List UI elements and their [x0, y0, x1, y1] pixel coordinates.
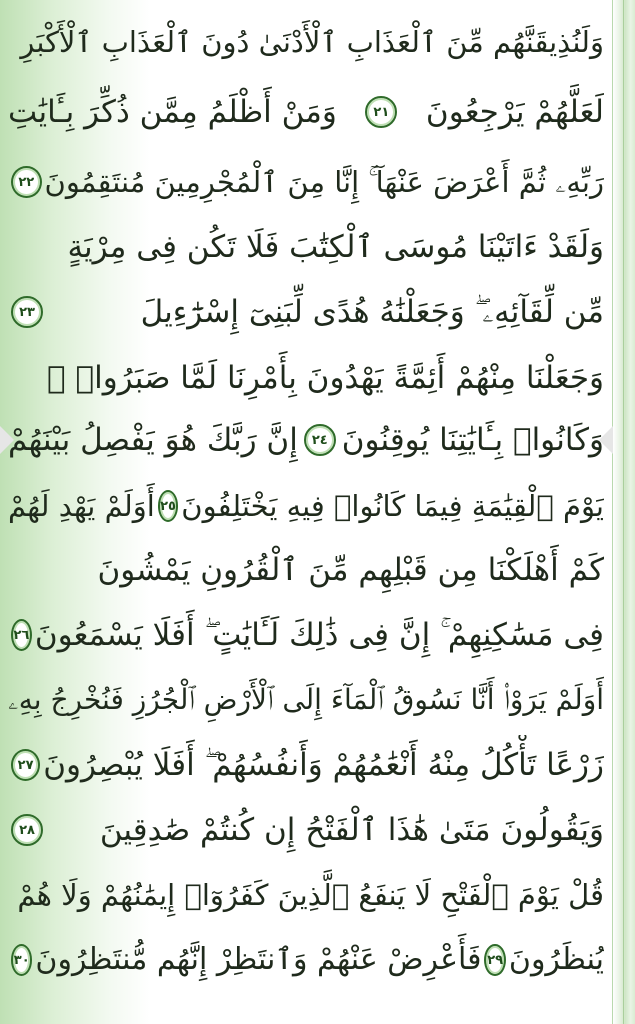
- verse-text: كَمْ أَهْلَكْنَا مِن قَبْلِهِم مِّنَ ٱلْقُرُونِ يَمْشُونَ: [97, 552, 604, 588]
- verse-text: إِنَّ رَبَّكَ هُوَ يَفْصِلُ بَيْنَهُمْ: [8, 422, 298, 458]
- verse-text: يُنظَرُونَ: [508, 942, 604, 977]
- text-line-6: [8, 348, 604, 408]
- verse-text: يَوْمَ ٱلْقِيَٰمَةِ فِيمَا كَانُوا۟ فِيهِ يَخْتَلِفُونَ: [181, 489, 604, 523]
- quran-page: [8, 0, 604, 1024]
- verse-text: وَلَنُذِيقَنَّهُم مِّنَ ٱلْعَذَابِ ٱلْأَدْنَىٰ دُونَ ٱلْعَذَابِ ٱلْأَكْبَرِ: [20, 25, 604, 59]
- verse-text: وَجَعَلْنَا مِنْهُمْ أَئِمَّةً يَهْدُونَ بِأَمْرِنَا لَمَّا صَبَرُوا۟ ۖ: [47, 360, 604, 396]
- verse-text: فَأَعْرِضْ عَنْهُمْ وَٱنتَظِرْ إِنَّهُم مُّنتَظِرُونَ: [35, 942, 482, 977]
- verse-text: قُلْ يَوْمَ ٱلْفَتْحِ لَا يَنفَعُ ٱلَّذِينَ كَفَرُوٓا۟ إِيمَٰنُهُمْ وَلَا هُمْ: [17, 878, 604, 912]
- text-line-11: [8, 670, 604, 730]
- text-line-10: [8, 605, 604, 665]
- text-line-15: [8, 930, 604, 990]
- text-line-12: [8, 735, 604, 795]
- verse-text: أَوَلَمْ يَرَوْا۟ أَنَّا نَسُوقُ ٱلْمَآءَ إِلَى ٱلْأَرْضِ ٱلْجُرُزِ فَنُخْرِجُ بِهِۦ: [8, 683, 604, 716]
- text-line-13: [8, 800, 604, 860]
- ayah-marker-icon[interactable]: ٢٩: [484, 944, 505, 976]
- ayah-marker-icon[interactable]: ٢٦: [11, 619, 32, 651]
- verse-text: زَرْعًا تَأْكُلُ مِنْهُ أَنْعَٰمُهُمْ وَأَنفُسُهُمْ ۖ أَفَلَا يُبْصِرُونَ: [43, 747, 604, 783]
- text-line-3: [8, 152, 604, 212]
- ayah-marker-icon[interactable]: ٢١: [365, 96, 397, 128]
- text-line-7: [8, 410, 604, 470]
- verse-text: وَلَقَدْ ءَاتَيْنَا مُوسَى ٱلْكِتَٰبَ فَلَا تَكُن فِى مِرْيَةٍ: [67, 229, 604, 265]
- text-line-9: [8, 540, 604, 600]
- ayah-marker-icon[interactable]: ٢٧: [11, 749, 40, 781]
- verse-text: فِى مَسَٰكِنِهِمْ ۚ إِنَّ فِى ذَٰلِكَ لَـَٔايَٰتٍ ۖ أَفَلَا يَسْمَعُونَ: [34, 617, 604, 653]
- verse-text: مِّن لِّقَآئِهِۦ ۖ وَجَعَلْنَٰهُ هُدًى لِّبَنِىٓ إِسْرَٰٓءِيلَ: [140, 294, 604, 330]
- verse-text: لَعَلَّهُمْ يَرْجِعُونَ: [425, 94, 604, 130]
- ayah-marker-icon[interactable]: ٢٨: [11, 814, 43, 846]
- ayah-marker-icon[interactable]: ٢٥: [158, 490, 178, 522]
- text-line-5: [8, 282, 604, 342]
- text-line-4: [8, 217, 604, 277]
- text-line-14: [8, 865, 604, 925]
- text-line-8: [8, 476, 604, 536]
- text-line-2: [8, 82, 604, 142]
- verse-text: أَوَلَمْ يَهْدِ لَهُمْ: [8, 489, 155, 523]
- ayah-marker-icon[interactable]: ٢٤: [304, 424, 336, 456]
- verse-text: وَمَنْ أَظْلَمُ مِمَّن ذُكِّرَ بِـَٔايَٰتِ: [8, 94, 337, 130]
- text-line-1: [8, 12, 604, 72]
- verse-text: وَيَقُولُونَ مَتَىٰ هَٰذَا ٱلْفَتْحُ إِن كُنتُمْ صَٰدِقِينَ: [99, 812, 604, 848]
- ayah-marker-icon[interactable]: ٣٠: [11, 944, 32, 976]
- page-frame-right: [612, 0, 635, 1024]
- verse-text: رَبِّهِۦ ثُمَّ أَعْرَضَ عَنْهَآ ۚ إِنَّا مِنَ ٱلْمُجْرِمِينَ مُنتَقِمُونَ: [44, 165, 604, 199]
- ayah-marker-icon[interactable]: ٢٢: [11, 166, 42, 198]
- ayah-marker-icon[interactable]: ٢٣: [11, 296, 43, 328]
- verse-text: وَكَانُوا۟ بِـَٔايَٰتِنَا يُوقِنُونَ: [341, 422, 604, 458]
